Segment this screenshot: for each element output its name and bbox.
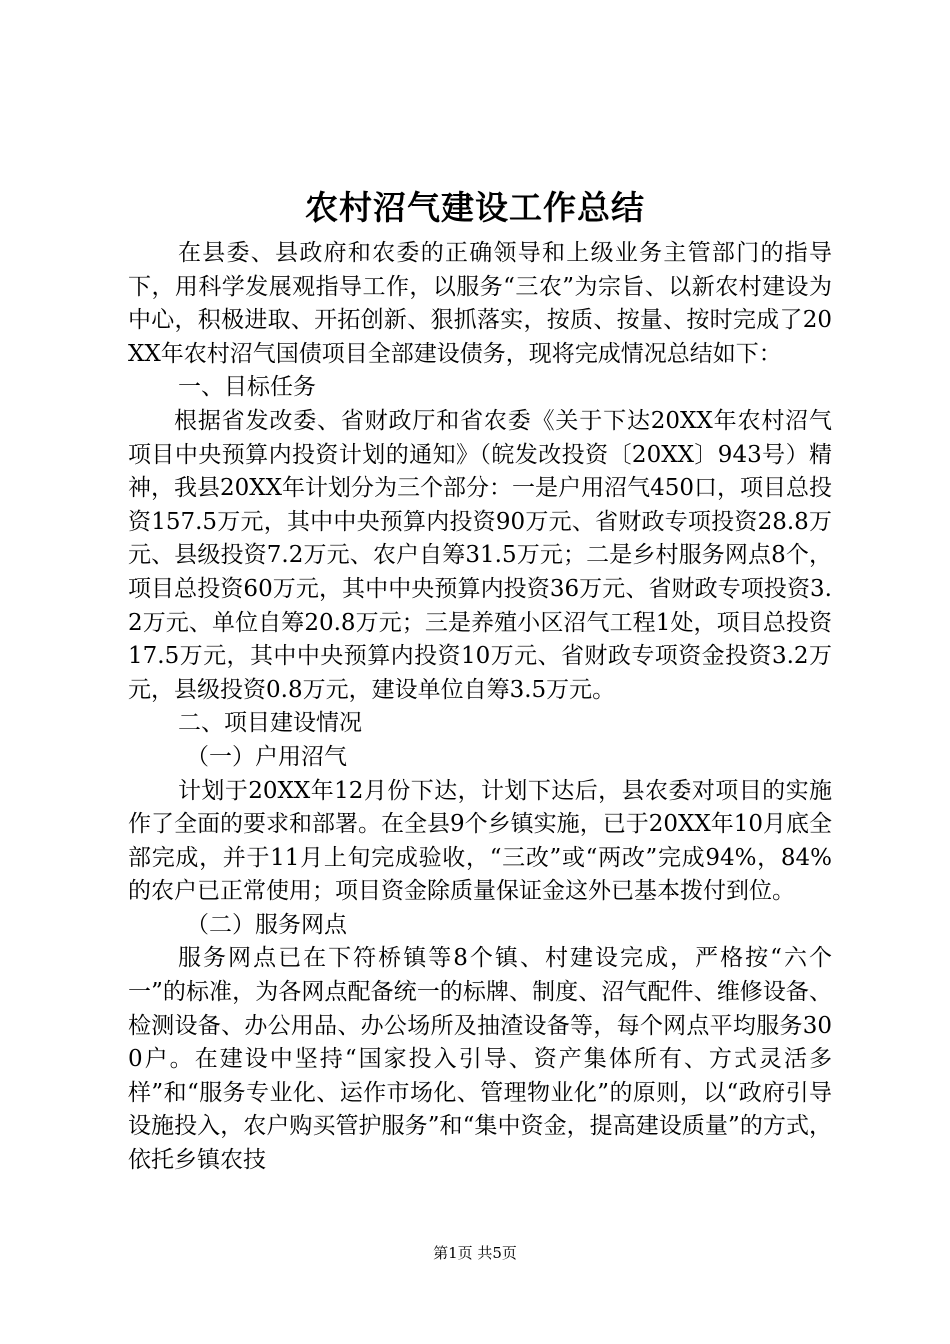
subsection-heading-service: （二）服务网点 [186, 911, 347, 938]
household-paragraph: 计划于20XX年12月份下达，计划下达后，县农委对项目的实施作了全面的要求和部署。在全县9个乡镇实施，已于20XX年10月底全部完成，并于11月上旬完成验收，“三改”或“两改”完成94%，84%的农户已正常使用；项目资金除质量保证金这外已基本拨付到位。 [128, 777, 832, 905]
intro-paragraph: 在县委、县政府和农委的正确领导和上级业务主管部门的指导下，用科学发展观指导工作，以服务“三农”为宗旨、以新农村建设为中心，积极进取、开拓创新、狠抓落实，按质、按量、按时完成了20XX年农村沼气国债项目全部建设债务，现将完成情况总结如下： [128, 240, 832, 367]
subsection-heading-household: （一）户用沼气 [186, 743, 347, 770]
section-heading-targets: 一、目标任务 [178, 374, 316, 401]
document-body [128, 237, 832, 1178]
targets-paragraph: 根据省发改委、省财政厅和省农委《关于下达20XX年农村沼气项目中央预算内投资计划的通知》（皖发改投资〔20XX〕943号）精神，我县20XX年计划分为三个部分：一是户用沼气450口，项目总投资157.5万元，其中中央预算内投资90万元、省财政专项投资28.8万元、县级投资7.2万元、农户自筹31.5万元；二是乡村服务网点8个，项目总投资60万元，其中中央预算内投资36万元、省财政专项投资3.2万元、单位自筹20.8万元；三是养殖小区沼气工程1处，项目总投资17.5万元，其中中央预算内投资10万元、省财政专项资金投资3.2万元，县级投资0.8万元，建设单位自筹3.5万元。 [128, 407, 832, 703]
service-paragraph: 服务网点已在下符桥镇等8个镇、村建设完成，严格按“六个一”的标准，为各网点配备统一的标牌、制度、沼气配件、维修设备、检测设备、办公用品、办公场所及抽渣设备等，每个网点平均服务300户。在建设中坚持“国家投入引导、资产集体所有、方式灵活多样”和“服务专业化、运作市场化、管理物业化”的原则，以“政府引导设施投入，农户购买管护服务”和“集中资金，提高建设质量”的方式，依托乡镇农技 [128, 945, 832, 1174]
section-heading-construction: 二、项目建设情况 [178, 710, 362, 737]
document-title: 农村沼气建设工作总结 [305, 188, 645, 227]
page-footer: 第1页 共5页 [433, 1244, 517, 1262]
